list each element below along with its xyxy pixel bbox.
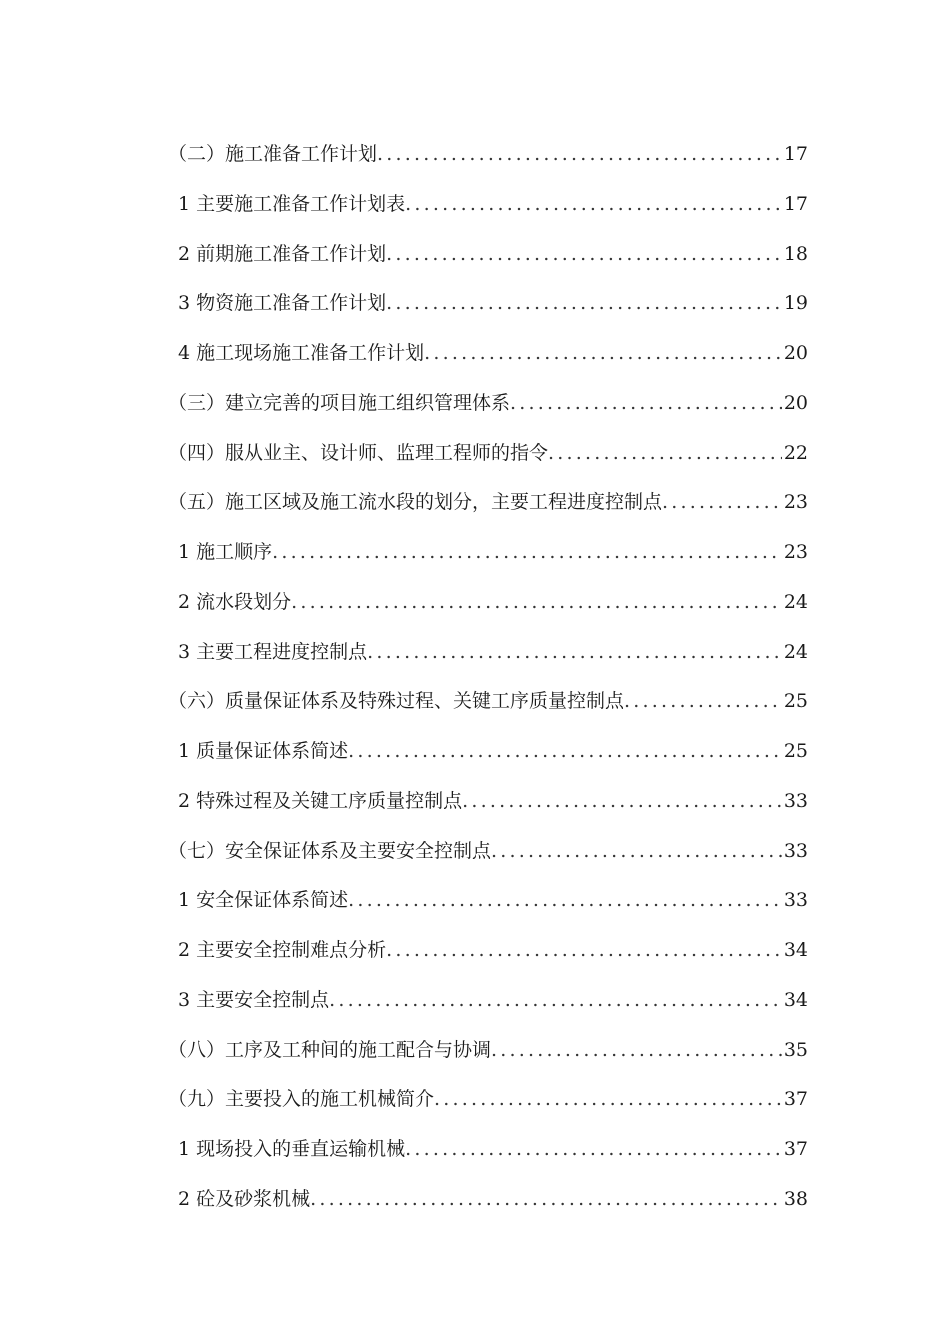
toc-entry-title: 1 主要施工准备工作计划表	[178, 192, 406, 215]
toc-entry-title: （二）施工准备工作计划	[168, 143, 378, 165]
toc-entry-title: （九）主要投入的施工机械简介	[168, 1088, 435, 1111]
toc-entry[interactable]	[168, 677, 808, 727]
toc-entry-title: 2 特殊过程及关键工序质量控制点	[178, 789, 463, 812]
toc-dot-leader	[310, 1175, 782, 1225]
toc-entry-title: 1 安全保证体系简述	[178, 889, 349, 912]
toc-entry[interactable]	[168, 876, 808, 926]
toc-entry-page-number: 37	[783, 1138, 808, 1160]
toc-entry[interactable]	[168, 478, 808, 528]
toc-dot-leader	[462, 777, 782, 827]
toc-entry[interactable]	[168, 727, 808, 777]
toc-entry[interactable]	[168, 180, 808, 230]
table-of-contents	[168, 130, 808, 1225]
toc-entry-page-number: 24	[783, 590, 808, 613]
toc-dot-leader	[386, 926, 782, 976]
toc-dot-leader	[405, 180, 782, 230]
toc-entry-title: 2 前期施工准备工作计划	[178, 242, 387, 265]
toc-dot-leader	[624, 677, 782, 727]
toc-entry-title: 4 施工现场施工准备工作计划	[178, 342, 425, 364]
toc-entry[interactable]	[168, 976, 808, 1026]
toc-dot-leader	[662, 478, 782, 528]
toc-entry-title: 2 流水段划分	[178, 590, 292, 613]
toc-entry-title: 2 主要安全控制难点分析	[178, 939, 387, 961]
toc-entry[interactable]	[168, 1075, 808, 1125]
toc-entry[interactable]	[168, 926, 808, 976]
toc-entry-page-number: 17	[783, 143, 808, 165]
toc-entry-title: 3 主要工程进度控制点	[178, 640, 368, 663]
toc-dot-leader	[548, 429, 782, 479]
toc-entry-page-number: 38	[783, 1187, 808, 1210]
toc-entry[interactable]	[168, 528, 808, 578]
toc-dot-leader	[386, 279, 782, 329]
toc-entry-title: 1 质量保证体系简述	[178, 740, 349, 762]
toc-entry[interactable]	[168, 329, 808, 379]
toc-entry-title: （五）施工区域及施工流水段的划分，主要工程进度控制点	[168, 491, 663, 514]
toc-dot-leader	[434, 1075, 782, 1125]
toc-dot-leader	[405, 1125, 782, 1175]
toc-entry-title: （六）质量保证体系及特殊过程、关键工序质量控制点	[168, 690, 625, 713]
toc-entry-page-number: 22	[783, 441, 808, 464]
toc-entry-title: 3 物资施工准备工作计划	[178, 292, 387, 315]
toc-dot-leader	[377, 130, 782, 180]
toc-entry[interactable]	[168, 379, 808, 429]
toc-entry-page-number: 25	[783, 690, 808, 713]
toc-entry[interactable]	[168, 1125, 808, 1175]
toc-entry[interactable]	[168, 230, 808, 280]
toc-entry-page-number: 23	[783, 491, 808, 514]
toc-entry-page-number: 34	[783, 939, 808, 961]
toc-dot-leader	[424, 329, 782, 379]
toc-entry[interactable]	[168, 578, 808, 628]
toc-entry-title: （三）建立完善的项目施工组织管理体系	[168, 391, 511, 414]
toc-entry[interactable]	[168, 1175, 808, 1225]
toc-entry[interactable]	[168, 130, 808, 180]
toc-entry-page-number: 35	[783, 1038, 808, 1061]
toc-entry-title: （四）服从业主、设计师、监理工程师的指令	[168, 441, 549, 464]
toc-dot-leader	[491, 827, 782, 877]
toc-dot-leader	[367, 628, 782, 678]
toc-entry[interactable]	[168, 628, 808, 678]
toc-dot-leader	[491, 1026, 782, 1076]
toc-entry-page-number: 23	[783, 541, 808, 563]
toc-entry-page-number: 25	[783, 740, 808, 762]
toc-entry[interactable]	[168, 777, 808, 827]
toc-entry[interactable]	[168, 279, 808, 329]
toc-dot-leader	[510, 379, 782, 429]
toc-entry-page-number: 33	[783, 789, 808, 812]
toc-entry-title: 3 主要安全控制点	[178, 988, 330, 1011]
toc-entry-page-number: 24	[783, 640, 808, 663]
toc-entry-page-number: 20	[783, 342, 808, 364]
toc-entry-page-number: 37	[783, 1088, 808, 1111]
toc-entry-title: （八）工序及工种间的施工配合与协调	[168, 1038, 492, 1061]
toc-entry-page-number: 33	[783, 889, 808, 912]
toc-entry-title: （七）安全保证体系及主要安全控制点	[168, 839, 492, 862]
toc-entry-page-number: 18	[783, 242, 808, 265]
toc-dot-leader	[291, 578, 782, 628]
toc-entry-page-number: 34	[783, 988, 808, 1011]
toc-dot-leader	[348, 727, 782, 777]
toc-entry-title: 2 砼及砂浆机械	[178, 1187, 311, 1210]
toc-dot-leader	[348, 876, 782, 926]
toc-entry-page-number: 33	[783, 839, 808, 862]
toc-entry[interactable]	[168, 827, 808, 877]
toc-dot-leader	[272, 528, 782, 578]
toc-entry-title: 1 现场投入的垂直运输机械	[178, 1138, 406, 1160]
toc-entry[interactable]	[168, 1026, 808, 1076]
toc-entry-page-number: 17	[783, 192, 808, 215]
toc-dot-leader	[386, 230, 782, 280]
toc-entry-title: 1 施工顺序	[178, 541, 273, 563]
toc-dot-leader	[329, 976, 782, 1026]
toc-entry-page-number: 19	[783, 292, 808, 315]
toc-entry-page-number: 20	[783, 391, 808, 414]
toc-entry[interactable]	[168, 429, 808, 479]
